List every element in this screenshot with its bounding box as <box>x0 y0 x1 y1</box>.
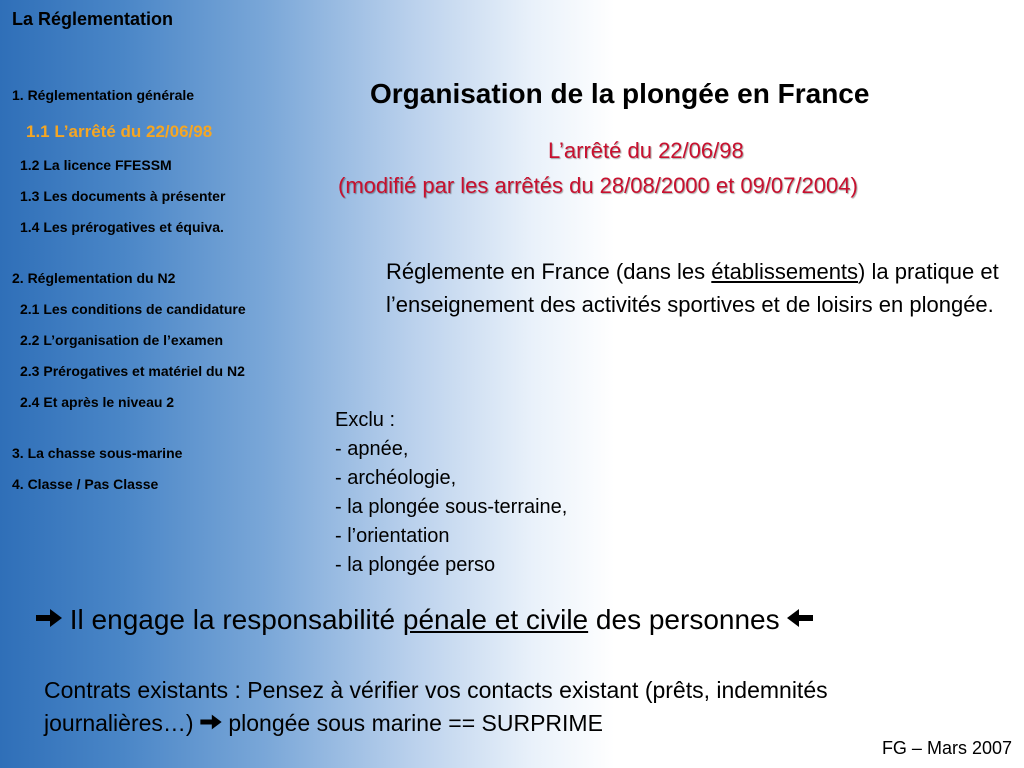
exclusion-list <box>335 406 567 580</box>
exclu-item: - apnée, <box>335 438 409 460</box>
engage-text-before: Il engage la responsabilité <box>62 604 403 635</box>
sidebar-title: La Réglementation <box>12 9 174 29</box>
nav-item-prerogatives[interactable]: 1.4 Les prérogatives et équiva. <box>20 219 224 235</box>
exclu-item: - archéologie, <box>335 467 457 489</box>
nav-item-prerogatives-n2[interactable]: 2.3 Prérogatives et matériel du N2 <box>20 363 245 379</box>
exclu-item: - l’orientation <box>335 525 450 547</box>
subtitle-line1: L’arrêté du 22/06/98 <box>548 138 744 163</box>
footer-credit: FG – Mars 2007 <box>881 738 1012 758</box>
para-underlined: établissements <box>711 259 859 284</box>
nav-item-organisation-examen[interactable]: 2.2 L’organisation de l’examen <box>20 332 224 348</box>
nav-item-licence-ffessm[interactable]: 1.2 La licence FFESSM <box>20 157 172 173</box>
subtitle-line2: (modifié par les arrêtés du 28/08/2000 et 09/07/2004) <box>338 173 858 198</box>
exclu-item: - la plongée sous-terraine, <box>335 496 568 518</box>
para-text-after: ) la pratique et l’enseignement des activités sportives et de loisirs en plongée. <box>386 259 999 317</box>
nav-item-reglementation-generale[interactable]: 1. Réglementation générale <box>12 87 195 103</box>
exclu-heading: Exclu : <box>335 409 396 431</box>
exclu-item: - la plongée perso <box>335 554 496 576</box>
contracts-line1: Contrats existants : Pensez à vérifier vos contacts existant (prêts, indemnités <box>44 677 828 703</box>
nav-item-conditions[interactable]: 2.1 Les conditions de candidature <box>20 301 246 317</box>
contracts-line2-before: journalières…) <box>44 710 200 736</box>
para-text-before: Réglemente en France (dans les <box>386 259 712 284</box>
engage-underlined: pénale et civile <box>402 604 589 635</box>
nav-item-classe[interactable]: 4. Classe / Pas Classe <box>12 476 159 492</box>
right-arrow-icon <box>200 707 222 740</box>
description-paragraph <box>386 255 1016 321</box>
contracts-line2 <box>44 707 828 740</box>
page-title: Organisation de la plongée en France <box>370 78 870 109</box>
responsibility-statement <box>36 604 813 636</box>
contracts-note <box>44 674 828 740</box>
left-arrow-icon <box>787 604 813 636</box>
right-arrow-icon <box>36 604 62 636</box>
nav-item-documents[interactable]: 1.3 Les documents à présenter <box>20 188 226 204</box>
nav-item-reglementation-n2[interactable]: 2. Réglementation du N2 <box>12 270 176 286</box>
nav-item-arrete-active[interactable]: 1.1 L’arrêté du 22/06/98 <box>26 122 213 141</box>
nav-item-chasse[interactable]: 3. La chasse sous-marine <box>12 445 183 461</box>
nav-item-apres-n2[interactable]: 2.4 Et après le niveau 2 <box>20 394 175 410</box>
engage-text-after: des personnes <box>588 604 788 635</box>
contracts-line2-after: plongée sous marine == SURPRIME <box>221 710 603 736</box>
